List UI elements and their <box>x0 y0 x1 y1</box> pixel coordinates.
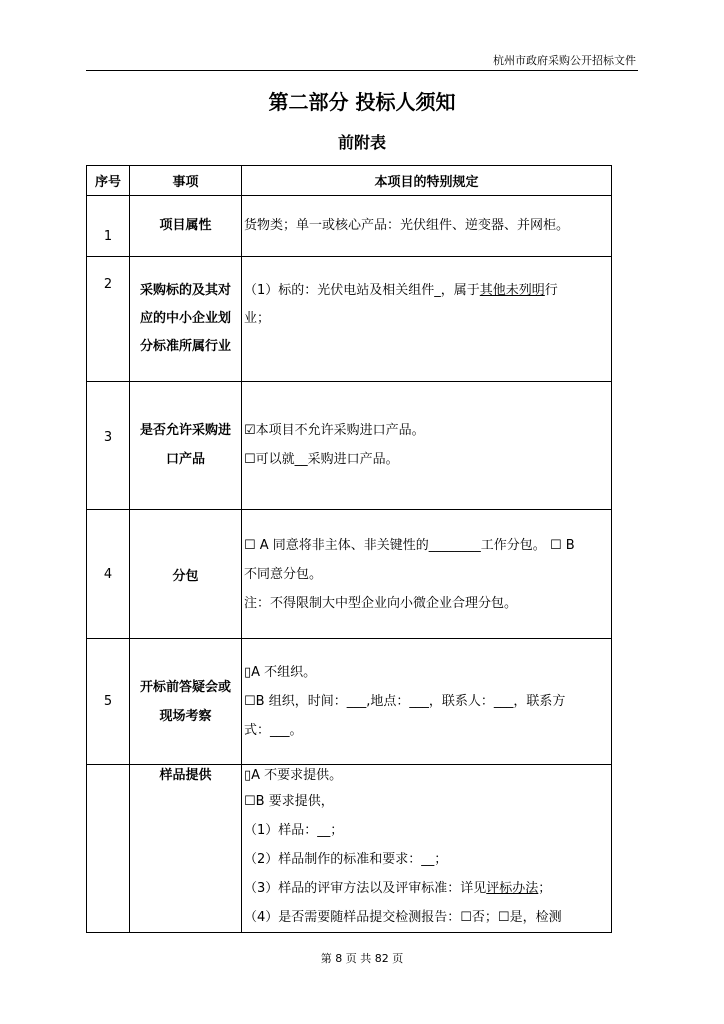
col-header-item: 事项 <box>130 166 242 196</box>
content-line: （1）样品：__； <box>244 823 344 838</box>
content-line: ☑本项目不允许采购进口产品。 <box>244 423 425 438</box>
info-table <box>86 165 612 933</box>
page-footer: 第 8 页 共 82 页 <box>320 952 404 965</box>
table-header-row <box>87 166 612 196</box>
row-item: 分包 <box>130 510 242 639</box>
content-line: ☐可以就__采购进口产品。 <box>244 452 399 467</box>
row-item-line: 应的中小企业划 <box>139 311 231 326</box>
table-row <box>87 639 612 765</box>
row-item <box>130 382 242 510</box>
row-item-line: 现场考察 <box>159 708 212 724</box>
content-line: ☐B 组织，时间：___,地点：___，联系人：___，联系方 <box>244 694 566 709</box>
content-line: ☐ A 同意将非主体、非关键性的________工作分包。 ☐ B <box>244 537 575 553</box>
table-row <box>87 765 612 933</box>
content-line: ▯A 不要求提供。 <box>244 768 343 783</box>
content-line: 业； <box>244 311 271 326</box>
content-line: 不同意分包。 <box>244 566 323 582</box>
content-line: （2）样品制作的标准和要求：__； <box>244 852 448 867</box>
row-item-line: 样品提供 <box>159 768 212 783</box>
col-header-rule: 本项目的特别规定 <box>242 166 612 196</box>
text: ； <box>538 881 552 896</box>
text: （1）标的：光伏电站及相关组件_，属于 <box>244 283 480 298</box>
row-content <box>242 257 612 382</box>
table-row <box>87 382 612 510</box>
row-content <box>242 510 612 639</box>
content-line: ▯A 不组织。 <box>244 665 317 680</box>
row-no: 1 <box>87 196 130 257</box>
row-item <box>130 639 242 765</box>
row-item <box>130 765 242 933</box>
row-no: 3 <box>87 382 130 510</box>
evaluation-method-link[interactable]: 评标办法 <box>486 881 539 896</box>
header-text: 杭州市政府采购公开招标文件 <box>493 54 636 67</box>
row-no: 5 <box>87 639 130 765</box>
content-line: ☐B 要求提供， <box>244 794 334 809</box>
row-item-line: 采购标的及其对 <box>139 283 231 298</box>
page-title: 第二部分 投标人须知 <box>268 90 456 114</box>
row-content <box>242 765 612 933</box>
row-no: 4 <box>87 510 130 639</box>
row-item-line: 开标前答疑会或 <box>139 679 231 695</box>
row-no <box>87 765 130 933</box>
content-line <box>244 874 611 903</box>
content-line: 式：___。 <box>244 723 303 738</box>
text: （3）样品的评审方法以及评审标准：详见 <box>244 881 487 896</box>
content-line <box>244 277 611 305</box>
row-item-line: 是否允许采购进 <box>139 423 231 438</box>
text: 行 <box>544 283 558 298</box>
row-content <box>242 382 612 510</box>
row-item-line: 分标准所属行业 <box>139 339 231 354</box>
header-rule <box>86 70 638 71</box>
industry-link[interactable]: 其他未列明 <box>479 283 545 298</box>
row-content: 货物类；单一或核心产品：光伏组件、逆变器、并网柜。 <box>242 196 612 257</box>
row-item <box>130 257 242 382</box>
content-line: 注：不得限制大中型企业向小微企业合理分包。 <box>244 595 518 611</box>
row-item: 项目属性 <box>130 196 242 257</box>
content-line: （4）是否需要随样品提交检测报告：☐否；☐是，检测 <box>244 910 562 925</box>
table-row <box>87 257 612 382</box>
row-no: 2 <box>87 257 130 382</box>
col-header-no: 序号 <box>87 166 130 196</box>
row-content <box>242 639 612 765</box>
row-item-line: 口产品 <box>165 452 205 467</box>
table-row <box>87 510 612 639</box>
table-row <box>87 196 612 257</box>
page-subtitle: 前附表 <box>337 133 386 152</box>
